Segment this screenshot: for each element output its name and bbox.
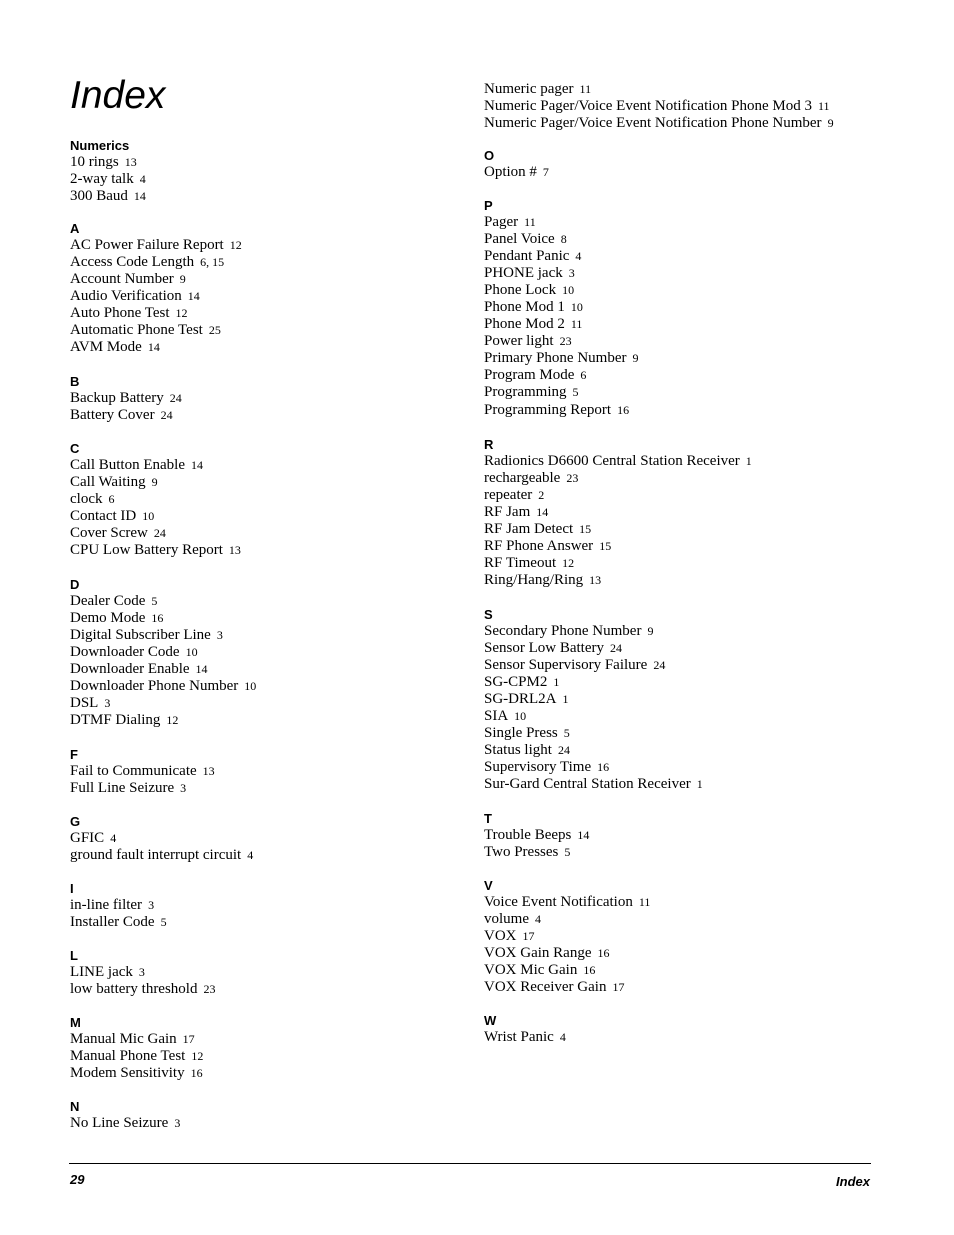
- index-page-ref: 17: [182, 1032, 195, 1046]
- index-term: Manual Mic Gain: [70, 1031, 177, 1047]
- index-entry: [70, 407, 182, 424]
- index-term: Demo Mode: [70, 610, 146, 627]
- index-term: VOX Mic Gain: [484, 962, 578, 979]
- index-term: Ring/Hang/Ring: [484, 572, 584, 589]
- index-entry: [484, 623, 703, 640]
- index-page-ref: 4: [139, 172, 146, 187]
- index-page-ref: 14: [147, 340, 160, 355]
- index-page-ref: 25: [208, 323, 221, 338]
- index-page-ref: 12: [229, 238, 242, 252]
- index-page-ref: 4: [247, 848, 254, 863]
- index-page-ref: 24: [609, 641, 622, 656]
- index-page-ref: 15: [579, 522, 592, 537]
- footer-section-title: Index: [836, 1174, 870, 1189]
- index-term: Downloader Phone Number: [70, 678, 239, 695]
- section-letter: D: [70, 577, 80, 592]
- index-section: [484, 1012, 566, 1046]
- index-entry: [484, 81, 834, 98]
- index-page-ref: 24: [653, 658, 666, 673]
- index-term: Power light: [484, 333, 554, 350]
- index-page-ref: 14: [133, 189, 146, 204]
- index-term: Fail to Communicate: [70, 763, 197, 779]
- index-page-ref: 15: [599, 539, 612, 554]
- index-term: VOX Gain Range: [484, 945, 592, 962]
- index-entry: [484, 350, 638, 367]
- index-term: volume: [484, 911, 529, 928]
- section-letter: Numerics: [70, 138, 130, 153]
- index-term: RF Timeout: [484, 555, 557, 572]
- index-page-ref: 10: [244, 679, 257, 694]
- index-section: [70, 220, 242, 356]
- index-term: in-line filter: [70, 897, 143, 913]
- index-page-ref: 9: [632, 351, 639, 366]
- index-entry: [484, 214, 638, 231]
- index-term: SIA: [484, 708, 509, 725]
- index-page-ref: 24: [169, 391, 182, 405]
- index-term: Pager: [484, 214, 519, 230]
- index-page-ref: 16: [583, 963, 596, 978]
- index-entry: [484, 299, 638, 316]
- index-term: Radionics D6600 Central Station Receiver: [484, 453, 740, 469]
- index-entry: [70, 847, 253, 864]
- index-term: Contact ID: [70, 508, 137, 525]
- index-page-ref: 11: [524, 215, 536, 229]
- index-term: Numeric Pager/Voice Event Notification Phone Mod 3: [484, 98, 812, 115]
- index-entry: [70, 780, 215, 797]
- index-section: [484, 436, 752, 589]
- index-page-ref: 23: [566, 471, 579, 486]
- section-letter: R: [484, 437, 494, 452]
- index-page-ref: 13: [228, 543, 241, 558]
- index-entry: [484, 453, 752, 470]
- index-section: [70, 576, 256, 729]
- index-page-ref: 4: [110, 831, 117, 845]
- index-entry: [484, 759, 703, 776]
- index-page-ref: 10: [570, 300, 583, 315]
- index-entry: [484, 708, 703, 725]
- index-entry: [484, 248, 638, 265]
- index-term: VOX Receiver Gain: [484, 979, 607, 996]
- index-page-ref: 10: [514, 709, 527, 724]
- index-entry: [70, 678, 256, 695]
- footer-rule: [69, 1163, 871, 1164]
- index-term: Account Number: [70, 271, 174, 288]
- index-entry: [70, 695, 256, 712]
- index-section: [484, 197, 638, 419]
- index-entry: [70, 390, 182, 407]
- index-term: Auto Phone Test: [70, 305, 170, 322]
- index-page-ref: 16: [151, 611, 164, 626]
- index-term: Phone Mod 2: [484, 316, 565, 333]
- index-page-ref: 12: [175, 306, 188, 321]
- index-term: DSL: [70, 695, 99, 712]
- index-term: Numeric Pager/Voice Event Notification Phone Number: [484, 115, 822, 132]
- index-entry: [484, 776, 703, 793]
- index-entry: [484, 282, 638, 299]
- index-page-ref: 16: [597, 760, 610, 775]
- index-entry: [484, 487, 752, 504]
- section-letter: F: [70, 747, 78, 762]
- index-term: Battery Cover: [70, 407, 155, 424]
- index-term: Audio Verification: [70, 288, 182, 305]
- index-entry: [484, 555, 752, 572]
- index-entry: [70, 457, 241, 474]
- index-page-ref: 16: [617, 402, 630, 417]
- index-term: rechargeable: [484, 470, 561, 487]
- index-page-ref: 12: [166, 713, 179, 728]
- index-entry: [70, 288, 242, 305]
- index-page-ref: 14: [190, 458, 203, 472]
- index-page-ref: 5: [151, 594, 158, 608]
- index-term: RF Phone Answer: [484, 538, 594, 555]
- index-page-ref: 10: [142, 509, 155, 524]
- index-entry: [70, 188, 146, 205]
- index-entry: [484, 504, 752, 521]
- index-entry: [70, 964, 215, 981]
- index-entry: [484, 164, 549, 181]
- index-entry: [70, 305, 242, 322]
- section-letter: S: [484, 607, 493, 622]
- index-entry: [484, 98, 834, 115]
- index-term: GFIC: [70, 830, 105, 846]
- index-term: Access Code Length: [70, 254, 195, 271]
- index-entry: [70, 914, 167, 931]
- index-section: [70, 880, 167, 931]
- index-page-ref: 14: [577, 828, 590, 842]
- index-entry: [484, 962, 650, 979]
- index-entry: [484, 742, 703, 759]
- index-page-ref: 11: [818, 99, 830, 114]
- index-term: Phone Lock: [484, 282, 557, 299]
- index-page-ref: 11: [570, 317, 583, 332]
- index-page-ref: 6: [108, 492, 115, 507]
- index-term: Secondary Phone Number: [484, 623, 642, 639]
- section-letter: C: [70, 441, 80, 456]
- index-page-ref: 9: [647, 624, 654, 638]
- index-entry: [484, 367, 638, 384]
- index-page-ref: 10: [562, 283, 575, 298]
- index-entry: [484, 521, 752, 538]
- index-entry: [484, 894, 650, 911]
- index-entry: [70, 627, 256, 644]
- index-entry: [484, 402, 638, 419]
- index-page-ref: 5: [563, 726, 570, 741]
- index-entry: [484, 844, 589, 861]
- index-page-ref: 6: [580, 368, 587, 383]
- index-entry: [70, 322, 242, 339]
- index-entry: [70, 171, 146, 188]
- index-section: [70, 746, 215, 797]
- index-entry: [484, 265, 638, 282]
- index-page-ref: 17: [522, 929, 535, 944]
- index-term: Programming Report: [484, 401, 612, 418]
- index-page-ref: 6, 15: [200, 255, 225, 270]
- index-entry: [484, 572, 752, 589]
- index-section: [70, 947, 215, 998]
- index-entry: [70, 271, 242, 288]
- index-term: Downloader Enable: [70, 661, 190, 678]
- index-term: Trouble Beeps: [484, 827, 572, 843]
- index-section: [70, 1098, 180, 1132]
- index-page-ref: 5: [572, 385, 579, 400]
- section-letter: M: [70, 1015, 81, 1030]
- index-term: Phone Mod 1: [484, 299, 565, 316]
- index-term: Voice Event Notification: [484, 894, 633, 910]
- index-page-ref: 9: [151, 475, 158, 490]
- index-page-ref: 14: [536, 505, 549, 520]
- index-entry: [484, 115, 834, 132]
- index-term: Two Presses: [484, 844, 559, 861]
- index-term: Sur-Gard Central Station Receiver: [484, 776, 691, 793]
- index-page-ref: 4: [535, 912, 541, 927]
- index-section: [484, 810, 589, 861]
- index-term: low battery threshold: [70, 981, 198, 998]
- index-term: Full Line Seizure: [70, 780, 175, 797]
- index-entry: [70, 981, 215, 998]
- section-letter: G: [70, 814, 81, 829]
- index-term: No Line Seizure: [70, 1115, 169, 1131]
- section-letter: B: [70, 374, 80, 389]
- index-entry: [70, 644, 256, 661]
- index-entry: [70, 830, 253, 847]
- index-entry: [70, 491, 241, 508]
- section-letter: T: [484, 811, 492, 826]
- index-entry: [484, 333, 638, 350]
- index-term: PHONE jack: [484, 265, 563, 282]
- index-entry: [70, 339, 242, 356]
- index-term: AC Power Failure Report: [70, 237, 224, 253]
- index-page-ref: 12: [191, 1049, 204, 1064]
- index-entry: [70, 1031, 203, 1048]
- index-page-ref: 1: [553, 675, 560, 690]
- index-term: Single Press: [484, 725, 558, 742]
- section-letter: W: [484, 1013, 497, 1028]
- index-section: [484, 81, 834, 132]
- index-term: Downloader Code: [70, 644, 180, 661]
- page-title: Index: [70, 74, 166, 117]
- index-entry: [484, 691, 703, 708]
- index-page-ref: 16: [190, 1066, 203, 1081]
- index-entry: [484, 827, 589, 844]
- index-term: Supervisory Time: [484, 759, 592, 776]
- index-entry: [70, 1048, 203, 1065]
- index-page-ref: 7: [542, 165, 549, 179]
- index-section: [70, 440, 241, 559]
- index-term: Automatic Phone Test: [70, 322, 203, 339]
- index-term: 2-way talk: [70, 171, 134, 188]
- index-page-ref: 10: [185, 645, 198, 660]
- index-section: [70, 137, 146, 205]
- index-entry: [484, 640, 703, 657]
- section-letter: O: [484, 148, 495, 163]
- index-term: Status light: [484, 742, 552, 759]
- index-page-ref: 17: [612, 980, 625, 995]
- index-entry: [70, 525, 241, 542]
- index-entry: [70, 154, 146, 171]
- index-entry: [70, 542, 241, 559]
- index-entry: [484, 725, 703, 742]
- index-page-ref: 23: [559, 334, 572, 349]
- index-entry: [70, 508, 241, 525]
- index-page-ref: 11: [638, 895, 651, 909]
- index-term: Installer Code: [70, 914, 155, 931]
- section-letter: I: [70, 881, 74, 896]
- section-letter: V: [484, 878, 493, 893]
- index-page-ref: 1: [745, 454, 752, 468]
- index-page-ref: 3: [568, 266, 575, 281]
- index-term: repeater: [484, 487, 533, 504]
- index-page-ref: 13: [202, 764, 215, 778]
- index-page-ref: 3: [148, 898, 155, 912]
- index-entry: [70, 593, 256, 610]
- index-page-ref: 9: [827, 116, 834, 131]
- index-entry: [70, 763, 215, 780]
- section-letter: P: [484, 198, 493, 213]
- index-term: Backup Battery: [70, 390, 164, 406]
- index-term: Modem Sensitivity: [70, 1065, 185, 1082]
- index-page-ref: 3: [216, 628, 223, 643]
- index-page-ref: 14: [195, 662, 208, 677]
- index-section: [484, 147, 549, 181]
- index-term: clock: [70, 491, 103, 508]
- section-letter: A: [70, 221, 80, 236]
- index-entry: [484, 470, 752, 487]
- index-page-ref: 2: [538, 488, 545, 503]
- index-page-ref: 9: [179, 272, 186, 287]
- footer-page-number: 29: [70, 1172, 85, 1187]
- index-term: LINE jack: [70, 964, 133, 980]
- index-page-ref: 8: [560, 232, 567, 247]
- index-entry: [70, 474, 241, 491]
- index-entry: [70, 897, 167, 914]
- index-entry: [70, 237, 242, 254]
- index-term: Numeric pager: [484, 81, 574, 97]
- index-page-ref: 16: [597, 946, 610, 961]
- index-page-ref: 14: [187, 289, 200, 304]
- index-term: Call Button Enable: [70, 457, 185, 473]
- index-section: [70, 373, 182, 424]
- index-term: SG-DRL2A: [484, 691, 557, 708]
- index-page-ref: 12: [562, 556, 575, 571]
- index-term: CPU Low Battery Report: [70, 542, 223, 559]
- index-section: [70, 813, 253, 864]
- index-term: Program Mode: [484, 367, 575, 384]
- section-letter: L: [70, 948, 78, 963]
- index-page-ref: 24: [160, 408, 173, 423]
- index-term: Cover Screw: [70, 525, 148, 542]
- index-term: RF Jam: [484, 504, 531, 521]
- index-entry: [70, 1065, 203, 1082]
- index-term: Pendant Panic: [484, 248, 570, 265]
- index-term: Digital Subscriber Line: [70, 627, 211, 644]
- index-page-ref: 11: [579, 82, 592, 96]
- index-page-ref: 5: [564, 845, 571, 860]
- index-term: Programming: [484, 384, 567, 401]
- index-term: Option #: [484, 164, 537, 180]
- index-term: Wrist Panic: [484, 1029, 554, 1045]
- index-page-ref: 4: [559, 1030, 566, 1044]
- index-term: RF Jam Detect: [484, 521, 574, 538]
- index-entry: [484, 674, 703, 691]
- section-letter: N: [70, 1099, 80, 1114]
- index-page-ref: 3: [138, 965, 145, 979]
- index-section: [484, 877, 650, 996]
- index-entry: [484, 657, 703, 674]
- index-entry: [484, 231, 638, 248]
- index-page-ref: 5: [160, 915, 167, 930]
- index-page-ref: 23: [203, 982, 216, 997]
- index-term: Call Waiting: [70, 474, 146, 491]
- index-page-ref: 24: [557, 743, 570, 758]
- index-section: [484, 606, 703, 793]
- index-entry: [70, 254, 242, 271]
- index-term: VOX: [484, 928, 517, 945]
- index-entry: [484, 316, 638, 333]
- index-page-ref: 1: [562, 692, 569, 707]
- index-page-ref: 13: [124, 155, 137, 169]
- index-page-ref: 3: [174, 1116, 181, 1130]
- index-page-ref: 24: [153, 526, 166, 541]
- index-entry: [484, 979, 650, 996]
- index-term: Dealer Code: [70, 593, 146, 609]
- index-term: 300 Baud: [70, 188, 128, 205]
- index-term: 10 rings: [70, 154, 119, 170]
- index-page-ref: 3: [104, 696, 111, 711]
- index-term: SG-CPM2: [484, 674, 548, 691]
- index-entry: [484, 384, 638, 401]
- index-entry: [484, 945, 650, 962]
- index-term: Sensor Supervisory Failure: [484, 657, 648, 674]
- index-entry: [484, 911, 650, 928]
- index-entry: [70, 1115, 180, 1132]
- index-term: Sensor Low Battery: [484, 640, 604, 657]
- index-entry: [70, 610, 256, 627]
- index-page-ref: 13: [589, 573, 602, 588]
- index-entry: [484, 1029, 566, 1046]
- index-entry: [484, 538, 752, 555]
- index-term: AVM Mode: [70, 339, 142, 356]
- index-entry: [70, 712, 256, 729]
- index-entry: [484, 928, 650, 945]
- index-term: ground fault interrupt circuit: [70, 847, 242, 864]
- index-page-ref: 4: [575, 249, 582, 264]
- index-section: [70, 1014, 203, 1082]
- index-page-ref: 1: [696, 777, 703, 792]
- index-term: Panel Voice: [484, 231, 555, 248]
- index-term: Manual Phone Test: [70, 1048, 186, 1065]
- index-entry: [70, 661, 256, 678]
- index-page-ref: 3: [180, 781, 187, 796]
- index-term: Primary Phone Number: [484, 350, 627, 367]
- index-term: DTMF Dialing: [70, 712, 161, 729]
